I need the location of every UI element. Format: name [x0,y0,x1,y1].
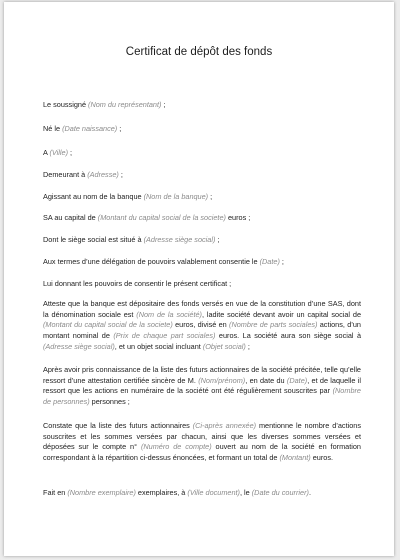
placeholder-field: (Nombre de personnes) [43,386,361,407]
text-run: ouvert au nom de la société en formation correspondant à la répartition ci-dessus énoncées, et formant un total de [43,442,361,463]
placeholder-field: (Adresse) [87,170,119,179]
text-run: Atteste que la banque est dépositaire des fonds versés en vue de la constitution d’une SAS, dont la dénomination sociale est [43,299,361,319]
placeholder-field: (Nom de la société) [136,309,202,319]
line-representative [43,100,361,111]
placeholder-field: (Nombre de parts sociales) [229,320,318,330]
text-run: ; [215,235,220,244]
placeholder-field: (Objet social) [202,341,246,351]
text-run: ; [161,100,166,109]
text-run: SA au capital de [43,213,98,222]
placeholder-field: (Prix de chaque part sociales) [113,331,216,341]
paragraph-shareholders [43,365,361,408]
text-run: . [308,488,311,497]
paragraph-attestation [43,299,361,353]
placeholder-field: (Ville) [49,148,69,157]
text-run: Dont le siège social est situé à [43,235,144,244]
paragraph-signature [43,488,361,499]
placeholder-field: (Montant du capital social de la societe) [43,320,173,330]
line-powers [43,279,361,290]
document-title: Certificat de dépôt des fonds [125,46,273,58]
text-run: Après avoir pris connaissance de la liste des futurs actionnaires de la société précitée, telle qu’elle ressort d’une attestation certifiée sincère de M. [43,365,361,385]
paragraph-findings [43,421,361,464]
placeholder-field: (Nombre exemplaire) [67,488,136,497]
text-run: euros. La société aura son siège social à [215,331,362,341]
text-run: ; [245,341,250,351]
line-address [43,170,361,181]
placeholder-field: (Adresse siège social) [43,341,115,351]
line-birth-city [43,148,361,159]
text-run: mentionne le nombre d’actions souscrites et les sommes versées par chacun, ainsi que les diverses sommes versées et déposées sur le compte n° [43,421,361,452]
text-run: A [43,148,50,157]
text-run: ; [68,148,73,157]
text-run: , en date du [245,375,287,385]
placeholder-field: (Ville document) [187,488,240,497]
text-run: euros. [310,453,334,463]
text-run: Aux termes d’une délégation de pouvoirs valablement consentie le [43,257,260,266]
placeholder-field: (Nom du représentant) [88,100,162,109]
text-run: Constate que la liste des futurs actionnaires [43,421,193,430]
document-page [4,2,394,556]
text-run: Lui donnant les pouvoirs de consentir le présent certificat ; [43,279,232,288]
placeholder-field: (Montant du capital social de la societe) [97,213,226,222]
text-run: exemplaires, à [135,488,188,497]
placeholder-field: (Date naissance) [62,124,118,133]
line-capital [43,213,361,224]
text-run: , le [239,488,252,497]
text-run: Le soussigné [43,100,89,109]
placeholder-field: (Montant) [279,453,311,463]
placeholder-field: (Date du courrier) [251,488,309,497]
placeholder-field: (Date) [259,257,280,266]
placeholder-field: (Adresse siège social) [143,235,216,244]
placeholder-field: (Numéro de compte) [140,442,212,452]
text-run: Demeurant à [43,170,88,179]
line-birth-date [43,124,361,135]
placeholder-field: (Date) [286,375,308,385]
text-run: Né le [43,124,63,133]
text-run: euros ; [225,213,251,222]
placeholder-field: (Ci-après annexée) [192,421,257,430]
line-bank [43,192,361,203]
text-run: Agissant au nom de la banque [43,192,144,201]
text-run: euros, divisé en [172,320,230,330]
text-run: , et un objet social incluant [114,341,203,351]
line-head-office [43,235,361,246]
text-run: , et de laquelle il ressort que les actions en numéraire de la société ont été régulièrement souscrites par [43,375,361,396]
text-run: actions, d’un montant nominal de [43,320,361,341]
text-run: Fait en [43,488,68,497]
text-run: ; [118,170,123,179]
text-run: personnes ; [89,397,130,407]
text-run: ; [279,257,284,266]
placeholder-field: (Nom/prénom) [198,375,246,385]
text-run: , ladite société devant avoir un capital social de [202,309,361,319]
line-delegation [43,257,361,268]
placeholder-field: (Nom de la banque) [143,192,209,201]
text-run: ; [117,124,122,133]
text-run: ; [208,192,213,201]
